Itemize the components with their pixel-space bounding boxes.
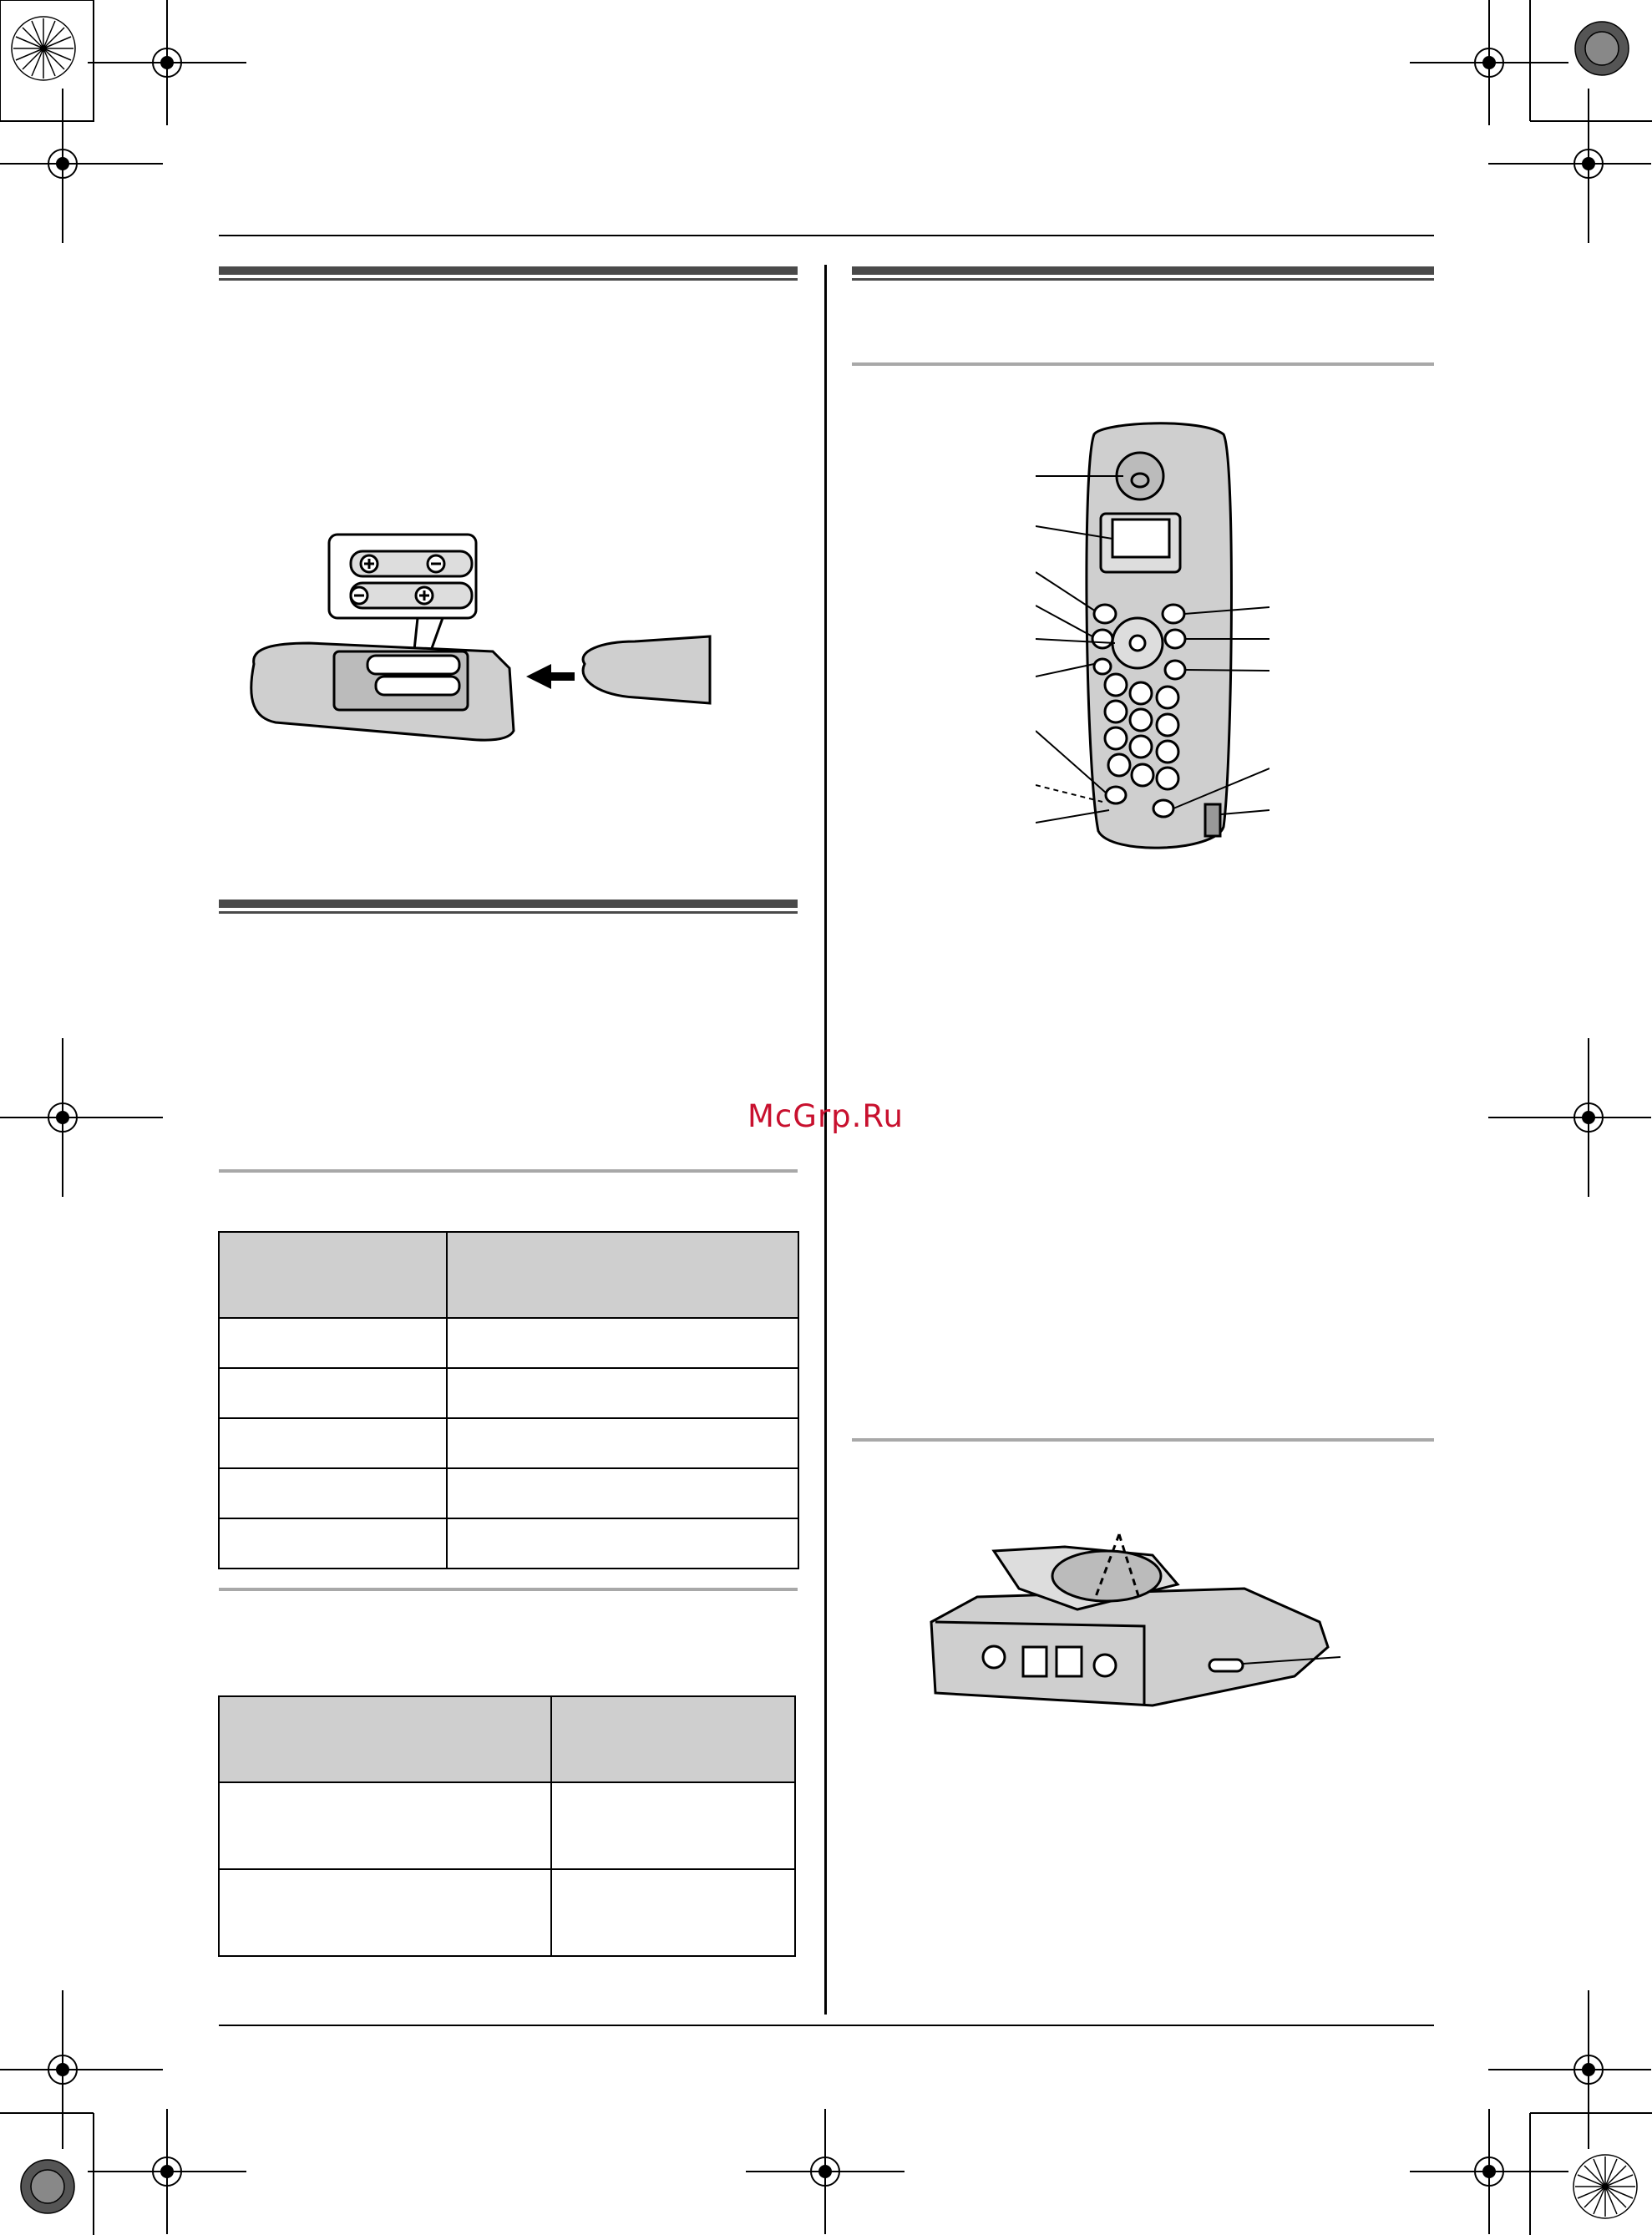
- sub-rule-handset: [852, 362, 1434, 366]
- table-1-cell: [219, 1318, 447, 1368]
- battery-installation-figure: [242, 526, 718, 756]
- table-1-cell: [219, 1418, 447, 1468]
- table-1-cell: [447, 1368, 798, 1418]
- table-2-cell: [551, 1782, 795, 1869]
- section-bar-second: [219, 900, 798, 908]
- watermark-text: McGrp.Ru: [747, 1098, 904, 1134]
- table-2-cell: [219, 1869, 551, 1956]
- table-1-cell: [447, 1518, 798, 1569]
- table-1-header-cell: [219, 1232, 447, 1318]
- table-1-cell: [447, 1318, 798, 1368]
- base-unit-figure: [927, 1530, 1349, 1714]
- sub-rule-2: [219, 1588, 798, 1591]
- table-1-header-cell: [447, 1232, 798, 1318]
- sub-rule-base: [852, 1438, 1434, 1442]
- page-top-rule: [219, 235, 1434, 236]
- table-1-cell: [447, 1418, 798, 1468]
- sub-rule-1: [219, 1169, 798, 1173]
- table-1-cell: [219, 1468, 447, 1518]
- table-2-header-cell: [551, 1696, 795, 1782]
- table-2-cell: [219, 1782, 551, 1869]
- table-1-cell: [219, 1368, 447, 1418]
- table-2-cell: [551, 1869, 795, 1956]
- table-1-cell: [447, 1468, 798, 1518]
- table-2: [218, 1695, 796, 1957]
- column-divider: [824, 265, 827, 2015]
- page-bottom-rule: [219, 2025, 1434, 2026]
- section-bar-battery: [219, 266, 798, 275]
- table-1: [218, 1231, 799, 1569]
- section-bar-controls: [852, 266, 1434, 275]
- handset-controls-figure: [1036, 418, 1269, 860]
- table-2-header-cell: [219, 1696, 551, 1782]
- table-1-cell: [219, 1518, 447, 1569]
